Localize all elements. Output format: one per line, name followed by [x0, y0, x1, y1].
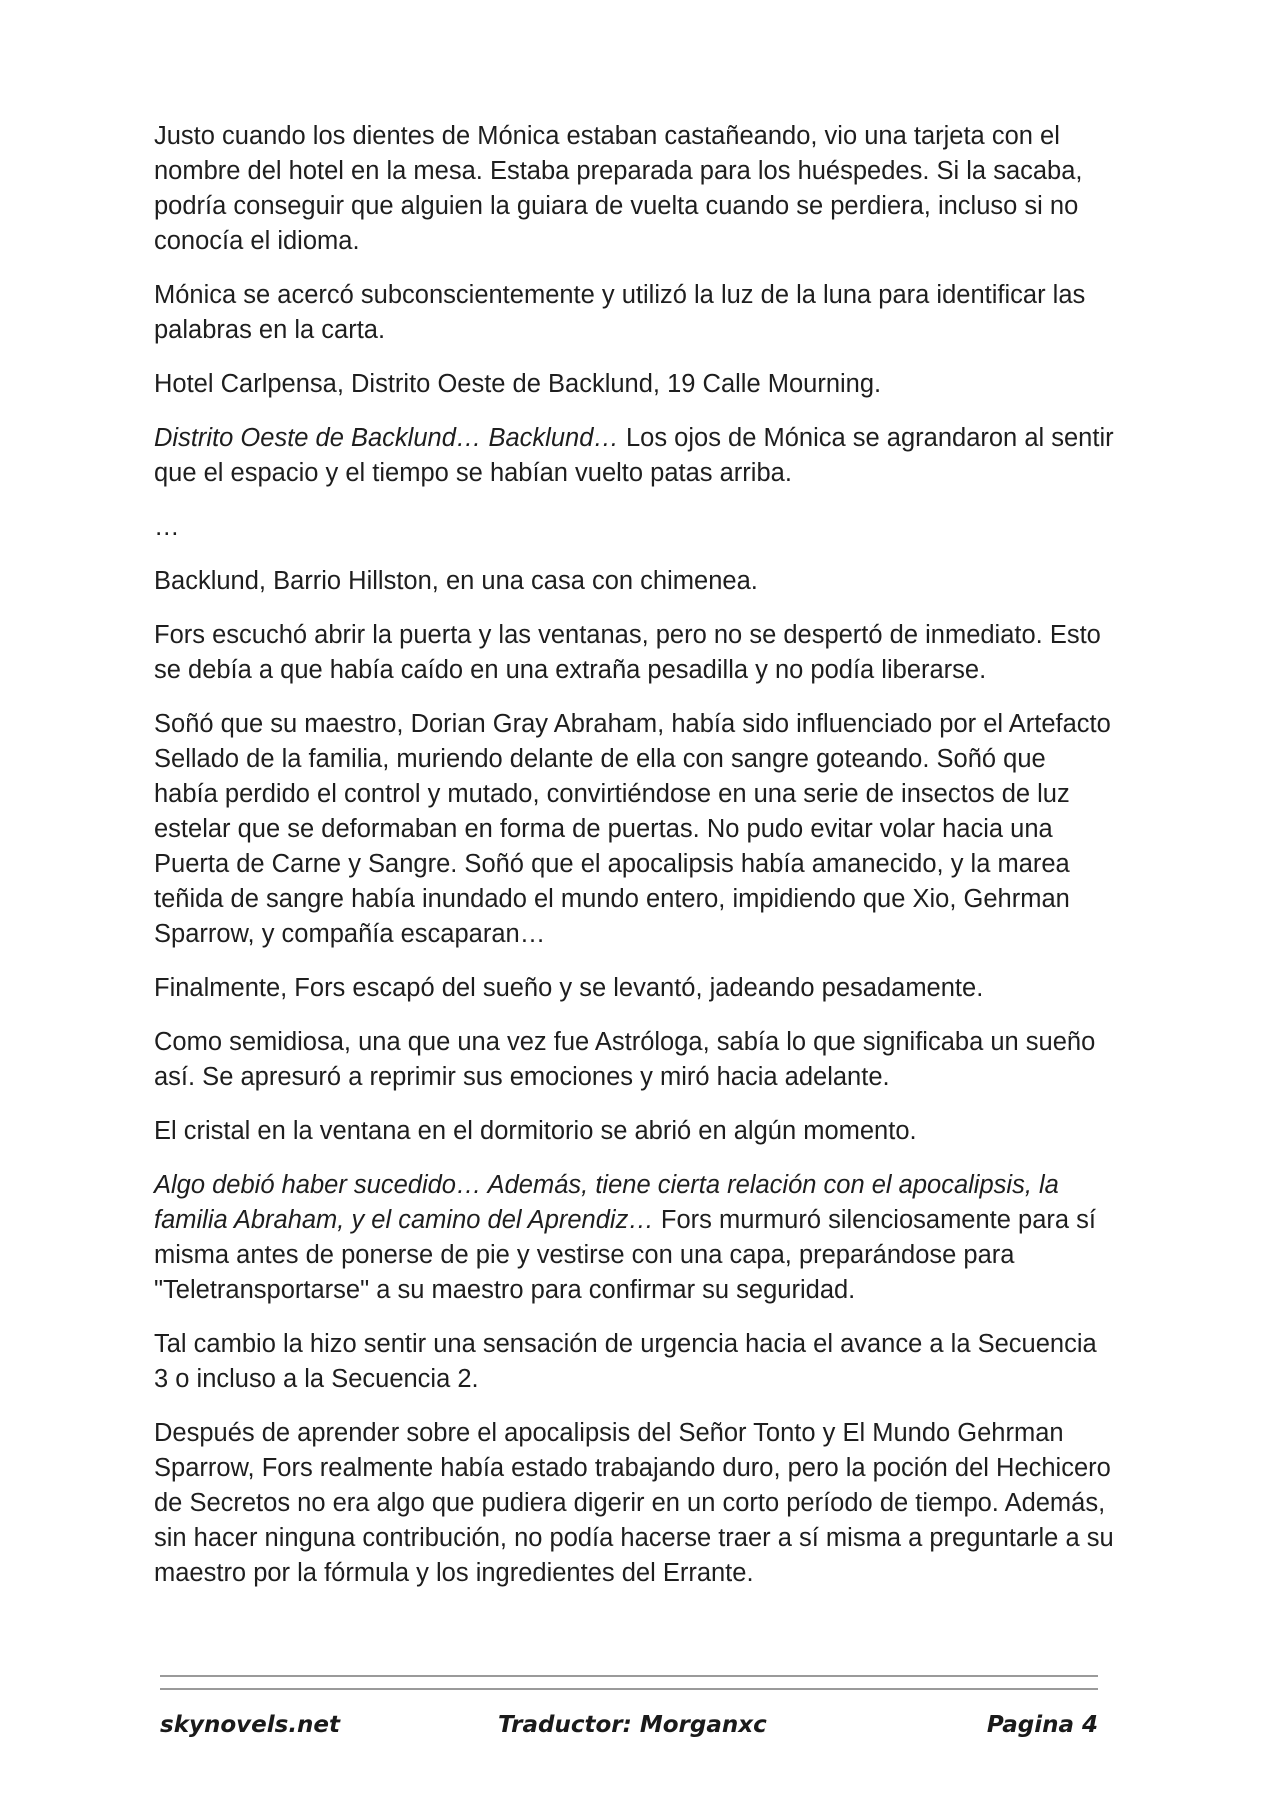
- scene-break: …: [154, 513, 180, 541]
- footer-divider-bottom: [160, 1688, 1098, 1690]
- paragraph-10: Como semidiosa, una que una vez fue Astróloga, sabía lo que significaba un sueño así. Se apresuró a reprimir sus emociones y miró hacia adelante.: [154, 1028, 1096, 1091]
- chapter-text: [154, 119, 1114, 1610]
- paragraph-12: Algo debió haber sucedido… Además, tiene cierta relación con el apocalipsis, la familia Abraham, y el camino del Aprendiz… Fors murmuró silenciosamente para sí misma antes de ponerse de pie y vestirse con una capa, preparándose para "Teletransportarse" a su maestro para confirmar su seguridad.: [154, 1171, 1096, 1304]
- page-footer: [160, 1712, 1098, 1748]
- italic-thought: Algo debió haber sucedido… Además, tiene cierta relación con el apocalipsis, la familia Abraham, y el camino del Aprendiz…: [154, 1171, 1059, 1234]
- paragraph-13: Tal cambio la hizo sentir una sensación de urgencia hacia el avance a la Secuencia 3 o incluso a la Secuencia 2.: [154, 1330, 1097, 1393]
- footer-divider-top: [160, 1675, 1098, 1677]
- footer-page-number: Pagina 4: [986, 1712, 1098, 1738]
- paragraph-14: Después de aprender sobre el apocalipsis del Señor Tonto y El Mundo Gehrman Sparrow, Fors realmente había estado trabajando duro, pero la poción del Hechicero de Secretos no era algo que pudiera digerir en un corto período de tiempo. Además, sin hacer ninguna contribución, no podía hacerse traer a sí misma a preguntarle a su maestro por la fórmula y los ingredientes del Errante.: [154, 1419, 1114, 1587]
- footer-site: skynovels.net: [160, 1712, 341, 1738]
- paragraph-3: Hotel Carlpensa, Distrito Oeste de Backlund, 19 Calle Mourning.: [154, 370, 882, 398]
- paragraph-2: Mónica se acercó subconscientemente y utilizó la luz de la luna para identificar las palabras en la carta.: [154, 281, 1086, 344]
- paragraph-4: Distrito Oeste de Backlund… Backlund… Los ojos de Mónica se agrandaron al sentir que el espacio y el tiempo se habían vuelto patas arriba.: [154, 424, 1114, 487]
- paragraph-9: Finalmente, Fors escapó del sueño y se levantó, jadeando pesadamente.: [154, 974, 984, 1002]
- paragraph-6: Backlund, Barrio Hillston, en una casa con chimenea.: [154, 567, 758, 595]
- italic-thought: Distrito Oeste de Backlund… Backlund…: [154, 424, 619, 452]
- footer-translator: Traductor: Morganxc: [498, 1712, 767, 1738]
- paragraph-7: Fors escuchó abrir la puerta y las ventanas, pero no se despertó de inmediato. Esto se debía a que había caído en una extraña pesadilla y no podía liberarse.: [154, 621, 1101, 684]
- paragraph-11: El cristal en la ventana en el dormitorio se abrió en algún momento.: [154, 1117, 917, 1145]
- paragraph-1: Justo cuando los dientes de Mónica estaban castañeando, vio una tarjeta con el nombre del hotel en la mesa. Estaba preparada para los huéspedes. Si la sacaba, podría conseguir que alguien la guiara de vuelta cuando se perdiera, incluso si no conocía el idioma.: [154, 122, 1083, 255]
- paragraph-8: Soñó que su maestro, Dorian Gray Abraham, había sido influenciado por el Artefacto Sellado de la familia, muriendo delante de ella con sangre goteando. Soñó que había perdido el control y mutado, convirtiéndose en una serie de insectos de luz estelar que se deformaban en forma de puertas. No pudo evitar volar hacia una Puerta de Carne y Sangre. Soñó que el apocalipsis había amanecido, y la marea teñida de sangre había inundado el mundo entero, impidiendo que Xio, Gehrman Sparrow, y compañía escaparan…: [154, 710, 1111, 948]
